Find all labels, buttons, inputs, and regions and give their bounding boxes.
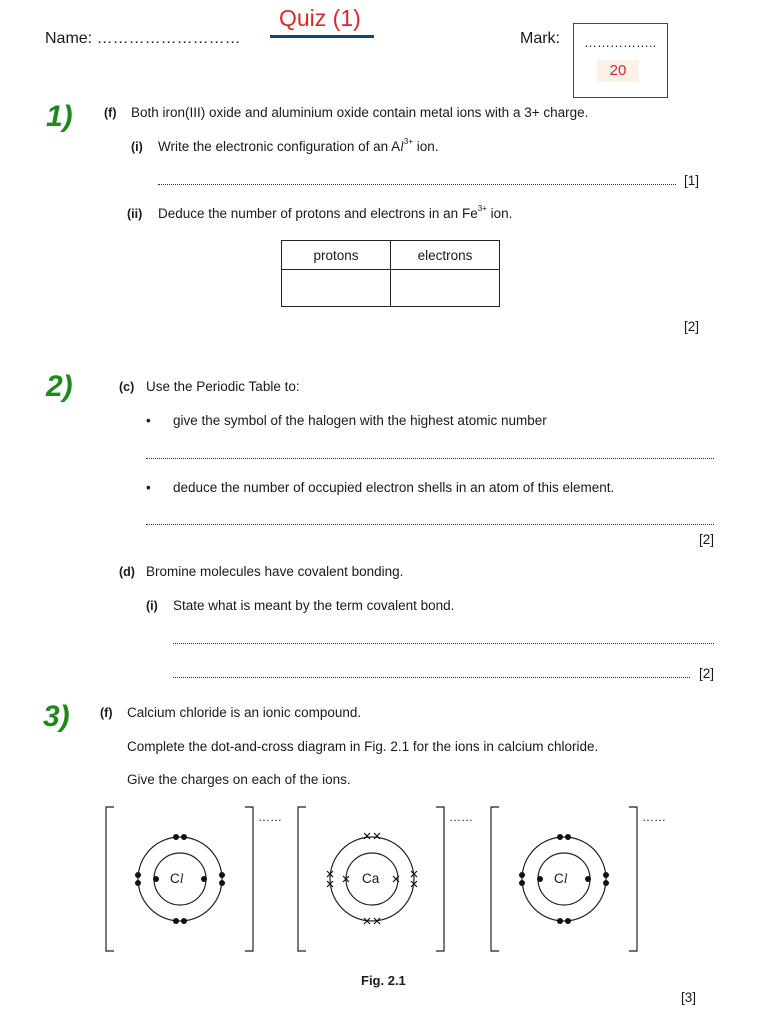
question-3-number: 3) [43,700,70,733]
ion-3-charge-answer[interactable]: …… [642,810,666,824]
ion-1-left-bracket [106,807,114,951]
bullet-1-dot: • [146,413,151,428]
name-label: Name: ……………………… [45,30,241,47]
q1-part-i-answer-line[interactable] [158,184,676,185]
q2-part-d-mark: [2] [699,666,715,681]
electrons-answer-cell[interactable] [391,270,500,307]
q3-line-3: Give the charges on each of the ions. [127,772,351,787]
mark-total: 20 [597,60,639,82]
mark-label: Mark: [520,30,560,47]
q1-part-ii-text [158,206,512,221]
q1-part-f-label: (f) [104,106,117,120]
q1-part-i-mark: [1] [684,173,700,188]
question-1-number: 1) [46,100,73,133]
q1-part-ii-superscript: 3+ [477,204,487,213]
ion-1-label: Cl [170,871,184,886]
table-header-protons: protons [282,241,391,270]
question-2-number: 2) [46,370,73,403]
ion-3-label: Cl [554,871,568,886]
title-underline [270,35,374,38]
q1-part-i-text [158,139,439,155]
ion-2-right-bracket [436,807,444,951]
q3-part-f-label: (f) [100,706,113,720]
mark-box [573,23,668,98]
q1-part-ii-label: (ii) [127,207,143,221]
table-header-electrons: electrons [391,241,500,270]
q2-part-c-text: Use the Periodic Table to: [146,379,300,394]
ion-3-label-l: l [563,871,568,886]
q1-part-i-text-main: Write the electronic configuration of an A [158,139,401,154]
q3-line-2: Complete the dot-and-cross diagram in Fig. 2.1 for the ions in calcium chloride. [127,739,599,754]
ion-3-right-bracket [629,807,637,951]
q2-bullet-1-text: give the symbol of the halogen with the highest atomic number [173,413,547,428]
q2-bullet-2-answer-line[interactable] [146,524,714,525]
mark-dots: …………….. [584,35,657,50]
q2-part-d-text: Bromine molecules have covalent bonding. [146,564,404,579]
ion-2-charge-answer[interactable]: …… [449,810,473,824]
figure-caption: Fig. 2.1 [361,973,406,988]
q1-part-f-text: Both iron(III) oxide and aluminium oxide contain metal ions with a 3+ charge. [131,105,589,120]
q2-bullet-1-answer-line[interactable] [146,458,714,459]
q2-part-c-mark: [2] [699,532,715,547]
ion-1-label-l: l [179,871,184,886]
q1-part-i-text-end: ion. [413,139,439,154]
q1-aluminium-symbol-l: l [400,139,404,154]
q2-part-c-label: (c) [119,380,135,394]
ion-2-left-bracket [298,807,306,951]
q1-part-i-superscript: 3+ [403,137,414,146]
ion-3-left-bracket [491,807,499,951]
q2-part-d-answer-line-2[interactable] [173,677,690,678]
q3-line-1: Calcium chloride is an ionic compound. [127,705,362,720]
ion-2-label: Ca [362,871,380,886]
q1-part-ii-text-end: ion. [486,206,513,221]
q2-part-d-answer-line-1[interactable] [173,643,714,644]
ion-1-charge-answer[interactable]: …… [258,810,282,824]
quiz-title: Quiz (1) [279,5,361,31]
q2-bullet-2-text: deduce the number of occupied electron shells in an atom of this element. [173,480,615,495]
q2-part-d-label: (d) [119,565,135,579]
q1-part-i-label: (i) [131,140,143,154]
q3-mark: [3] [681,990,697,1005]
protons-electrons-table [281,240,500,307]
q1-part-ii-mark: [2] [684,319,700,334]
bullet-2-dot: • [146,480,151,495]
q2-part-d-i-text: State what is meant by the term covalent bond. [173,598,455,613]
q2-part-d-i-label: (i) [146,599,158,613]
protons-answer-cell[interactable] [282,270,391,307]
q1-part-ii-text-main: Deduce the number of protons and electrons in an Fe [158,206,478,221]
ion-1-right-bracket [245,807,253,951]
